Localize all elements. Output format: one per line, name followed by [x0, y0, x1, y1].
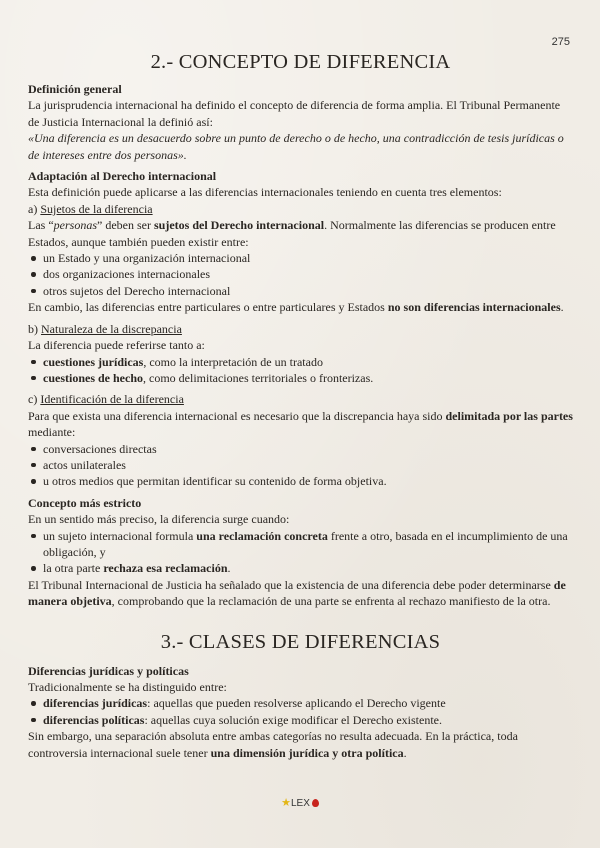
identification-text: Para que exista una diferencia internacional es necesario que la discrepancia haya sido delimitada por las partes mediante: [28, 408, 573, 440]
subjects-after: En cambio, las diferencias entre particulares o entre particulares y Estados no son diferencias internacionales. [28, 300, 564, 315]
list-item: dos organizaciones internacionales [28, 266, 573, 282]
nature-list [28, 354, 573, 387]
definition-quote: «Una diferencia es un desacuerdo sobre un punto de derecho o de hecho, una contradicción de tesis jurídicas o de intereses entre dos personas». [28, 131, 564, 162]
drop-icon [312, 799, 319, 807]
list-item: otros sujetos del Derecho internacional [28, 283, 573, 299]
list-item: actos unilaterales [28, 457, 573, 473]
list-item: diferencias jurídicas: aquellas que pueden resolverse aplicando el Derecho vigente [28, 695, 573, 711]
footer-brand [0, 796, 600, 809]
star-icon: ★ [281, 797, 291, 809]
subjects-list [28, 250, 573, 299]
adaptation-text: Esta definición puede aplicarse a las diferencias internacionales teniendo en cuenta tres elementos: [28, 185, 502, 200]
page-number: 275 [551, 36, 570, 48]
strict-list [28, 528, 573, 577]
list-item: un Estado y una organización internacional [28, 250, 573, 266]
classes-list [28, 695, 573, 728]
identification-list [28, 441, 573, 490]
definition-heading: Definición general [28, 82, 122, 96]
strict-after: El Tribunal Internacional de Justicia ha señalado que la existencia de una diferencia debe poder determinarse de manera objetiva, comprobando que la reclamación de una parte se enfrenta al rechazo manifiesto de la otra. [28, 577, 566, 609]
classes-intro: Tradicionalmente se ha distinguido entre: [28, 680, 227, 694]
subheading-a: a) Sujetos de la diferencia [28, 201, 153, 216]
subheading-b: b) Naturaleza de la discrepancia [28, 321, 182, 336]
list-item: un sujeto internacional formula una reclamación concreta frente a otro, basada en el incumplimiento de una obligación, y [28, 528, 573, 561]
subheading-c: c) Identificación de la diferencia [28, 392, 184, 407]
classes-after: Sin embargo, una separación absoluta entre ambas categorías no resulta adecuada. En la práctica, toda controversia internacional suele tener una dimensión jurídica y otra política. [28, 729, 518, 760]
definition-text: La jurisprudencia internacional ha definido el concepto de diferencia de forma amplia. El Tribunal Permanente de Justicia Internacional la definió así: [28, 98, 561, 129]
list-item: cuestiones de hecho, como delimitaciones territoriales o fronterizas. [28, 370, 573, 386]
nature-text: La diferencia puede referirse tanto a: [28, 338, 205, 353]
list-item: u otros medios que permitan identificar su contenido de forma objetiva. [28, 473, 573, 489]
strict-text: En un sentido más preciso, la diferencia surge cuando: [28, 512, 290, 527]
subjects-text: Las “personas” deben ser sujetos del Derecho internacional. Normalmente las diferencias se producen entre Estados, aunque también pueden existir entre: [28, 218, 556, 249]
section-2-title: 2.- CONCEPTO DE DIFERENCIA [150, 51, 451, 73]
strict-heading: Concepto más estricto [28, 495, 142, 510]
page-content [28, 49, 573, 761]
list-item: conversaciones directas [28, 441, 573, 457]
section-3-title: 3.- CLASES DE DIFERENCIAS [160, 630, 441, 653]
list-item: cuestiones jurídicas, como la interpretación de un tratado [28, 354, 573, 370]
classes-heading: Diferencias jurídicas y políticas [28, 663, 189, 678]
brand-text: LEX [290, 798, 310, 809]
adaptation-heading: Adaptación al Derecho internacional [28, 169, 217, 184]
list-item: diferencias políticas: aquellas cuya solución exige modificar el Derecho existente. [28, 712, 573, 728]
list-item: la otra parte rechaza esa reclamación. [28, 560, 573, 576]
